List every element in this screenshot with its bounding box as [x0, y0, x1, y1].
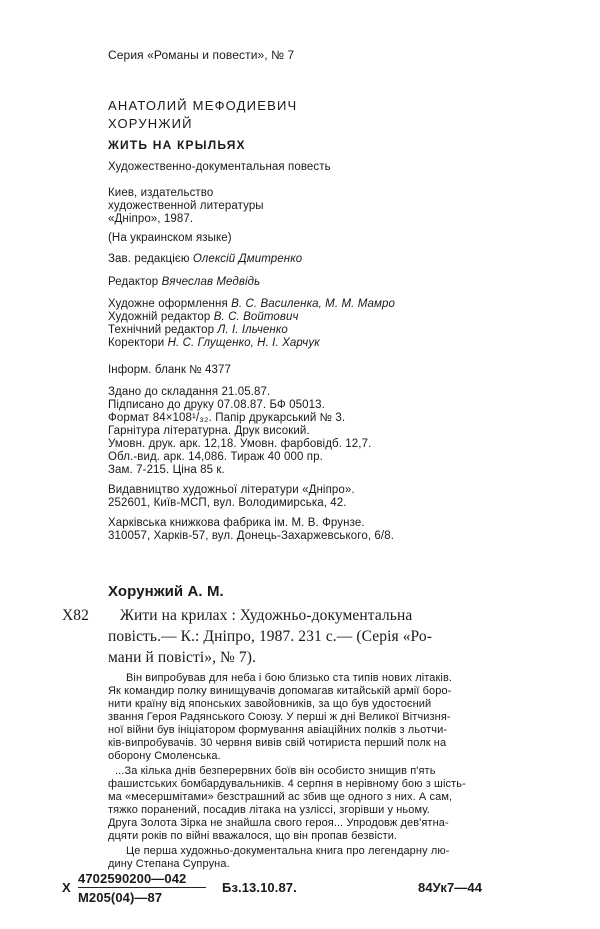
- annotation-line: нити країну від японських завойовників, за що був удостоєний: [108, 698, 432, 710]
- imprint-line: Здано до складання 21.05.87.: [108, 386, 271, 398]
- annotation-line: Як командир полку винищувачів допомагав китайській армії боро-: [108, 685, 452, 697]
- imprint-line: Зам. 7-215. Ціна 85 к.: [108, 464, 225, 476]
- annotation-line: Друга Золота Зірка не знайшла свого героя... Упродовж дев'ятна-: [108, 817, 449, 829]
- head-editor-line: [108, 253, 302, 266]
- book-genre: Художественно-документальная повесть: [108, 161, 331, 173]
- annotation-line: ма «месершмітами» безстрашний ас збив ще одного з них. А сам,: [108, 791, 453, 803]
- author-name-line1: АНАТОЛИЙ МЕФОДИЕВИЧ: [108, 98, 298, 113]
- annotation-line: Це перша художньо-документальна книга про легендарну лю-: [126, 845, 450, 857]
- catalog-description-line: Жити на крилах : Художньо-документальна: [120, 607, 413, 624]
- language-note: (На украинском языке): [108, 232, 232, 244]
- editor-line: [108, 276, 260, 289]
- tech-editor-line: [108, 324, 288, 337]
- tech-editor-label: Технічний редактор: [108, 324, 215, 336]
- publisher-line2: художественной литературы: [108, 200, 264, 212]
- tech-editor-name: Л. І. Ільченко: [217, 324, 288, 336]
- editor-name: Вячеслав Медвідь: [161, 276, 261, 288]
- catalog-heading: Хорунжий А. М.: [108, 583, 224, 600]
- annotation-line: звання Героя Радянського Союзу. У перші ж дні Великої Вітчизня-: [108, 711, 451, 723]
- bbk-code: 84Ук7—44: [418, 880, 483, 895]
- catalog-description-line: мани й повісті», № 7).: [108, 649, 256, 666]
- printer-address-line: 310057, Харків-57, вул. Донець-Захаржевського, 6/8.: [108, 530, 394, 542]
- annotation-line: дцяти років по війні вважалося, що він пропав безвісти.: [108, 830, 398, 842]
- proofreaders-label: Коректори: [108, 337, 165, 349]
- formula-numerator: 4702590200—042: [78, 871, 187, 886]
- catalog-code: Х82: [62, 607, 89, 624]
- head-editor-label: Зав. редакцією: [108, 253, 190, 265]
- imprint-line: Обл.-вид. арк. 14,086. Тираж 40 000 пр.: [108, 451, 323, 463]
- publisher-line3: «Днiпро», 1987.: [108, 213, 194, 225]
- formula-fraction-rule: [78, 887, 206, 888]
- imprint-line: Формат 84×108¹/₃₂. Папір друкарський № 3.: [108, 412, 346, 424]
- publisher-address-line: 252601, Київ-МСП, вул. Володимирська, 42.: [108, 497, 347, 509]
- annotation-line: ків-випробувачів. 30 червня вивів свій чотириста перший полк на: [108, 737, 447, 749]
- art-editor-line: [108, 311, 299, 324]
- annotation-line: тяжко поранений, посадив літака на узліссі, згорівши у ньому.: [108, 804, 430, 816]
- art-design-line: [108, 298, 395, 311]
- series-line: Серия «Романы и повести», № 7: [108, 48, 295, 62]
- imprint-line: Гарнітура літературна. Друк високий.: [108, 425, 310, 437]
- art-editor-name: В. С. Войтович: [213, 311, 299, 323]
- editor-label: Редактор: [108, 276, 159, 288]
- info-blank: Інформ. бланк № 4377: [108, 364, 231, 376]
- publisher-line1: Киев, издательство: [108, 187, 214, 199]
- proofreaders-line: [108, 337, 320, 350]
- art-design-name: В. С. Василенка, М. М. Мамро: [231, 298, 396, 310]
- annotation-line: дину Степана Супруна.: [108, 858, 230, 870]
- bz-code: Бз.13.10.87.: [222, 880, 297, 895]
- publisher-address-line: Видавництво художньої літератури «Дніпро».: [108, 484, 355, 496]
- author-name-line2: ХОРУНЖИЙ: [108, 116, 193, 131]
- formula-prefix: Х: [62, 880, 71, 895]
- book-title: ЖИТЬ НА КРЫЛЬЯХ: [108, 138, 246, 152]
- formula-denominator: М205(04)—87: [78, 890, 163, 905]
- printer-address-line: Харківська книжкова фабрика ім. М. В. Фрунзе.: [108, 517, 365, 529]
- annotation-line: оборону Смоленська.: [108, 750, 221, 762]
- annotation-line: Він випробував для неба і бою близько ста типів нових літаків.: [126, 672, 453, 684]
- art-design-label: Художне оформлення: [108, 298, 228, 310]
- annotation-line: ...За кілька днів безперервних боїв він особисто знищив п'ять: [115, 765, 436, 777]
- catalog-description-line: повість.— К.: Дніпро, 1987. 231 с.— (Серія «Ро-: [108, 628, 432, 645]
- proofreaders-name: Н. С. Глущенко, Н. І. Харчук: [167, 337, 320, 349]
- head-editor-name: Олексій Дмитренко: [192, 253, 303, 265]
- imprint-line: Умовн. друк. арк. 12,18. Умовн. фарбовідб. 12,7.: [108, 438, 372, 450]
- art-editor-label: Художній редактор: [108, 311, 211, 323]
- annotation-line: ної війни був ініціатором формування авіаційних полків з льотчи-: [108, 724, 448, 736]
- annotation-line: фашистських бомбардувальників. 4 серпня в нерівному бою з шість-: [108, 778, 466, 790]
- imprint-line: Підписано до друку 07.08.87. БФ 05013.: [108, 399, 325, 411]
